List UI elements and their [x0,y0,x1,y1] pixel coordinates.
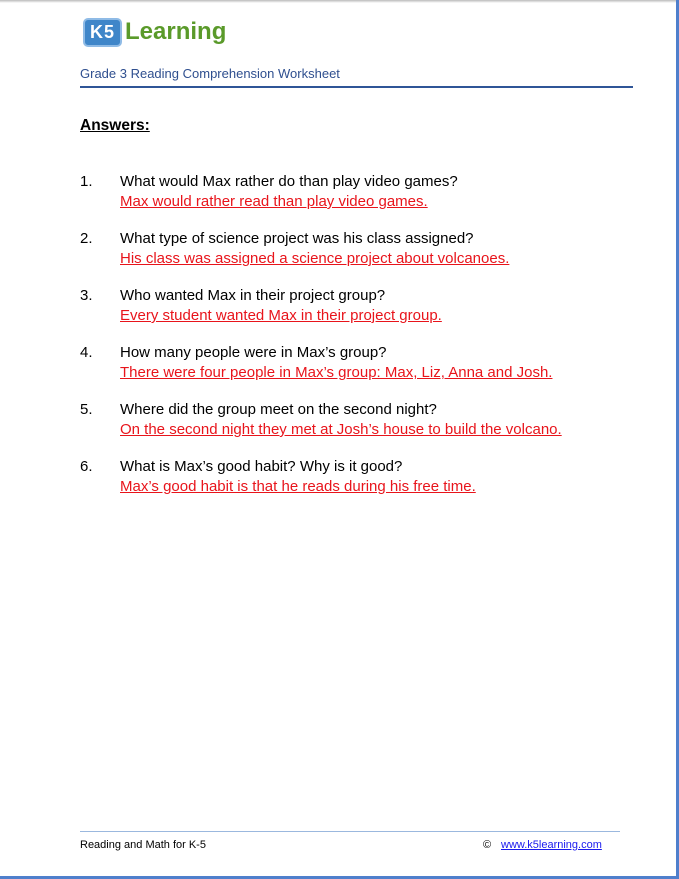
answer-text: Every student wanted Max in their project group. [120,307,442,324]
answer-text: His class was assigned a science project about volcanoes. [120,250,510,267]
item-number: 2. [80,230,93,247]
question-text: Where did the group meet on the second night? [120,401,437,418]
k5-learning-logo [83,14,226,50]
answer-text: On the second night they met at Josh’s house to build the volcano. [120,421,562,438]
top-shadow [0,0,679,3]
question-text: What type of science project was his class assigned? [120,230,474,247]
question-text: What is Max’s good habit? Why is it good? [120,458,403,475]
footer-divider [80,831,620,832]
question-text: What would Max rather do than play video games? [120,173,458,190]
footer-tagline: Reading and Math for K-5 [80,839,206,851]
question-text: How many people were in Max’s group? [120,344,387,361]
answers-heading: Answers: [80,117,150,134]
answer-text: There were four people in Max’s group: Max, Liz, Anna and Josh. [120,364,553,381]
copyright-symbol: © [483,839,492,851]
worksheet-subtitle: Grade 3 Reading Comprehension Worksheet [80,66,340,81]
answer-text: Max would rather read than play video games. [120,193,428,210]
item-number: 6. [80,458,93,475]
item-number: 5. [80,401,93,418]
logo-k5: K5 [83,18,122,47]
item-number: 4. [80,344,93,361]
website-link[interactable]: www.k5learning.com [501,839,602,851]
logo-learning: Learning [125,18,227,45]
answer-text: Max’s good habit is that he reads during his free time. [120,478,476,495]
question-text: Who wanted Max in their project group? [120,287,386,304]
item-number: 1. [80,173,93,190]
header-divider [80,86,633,88]
item-number: 3. [80,287,93,304]
